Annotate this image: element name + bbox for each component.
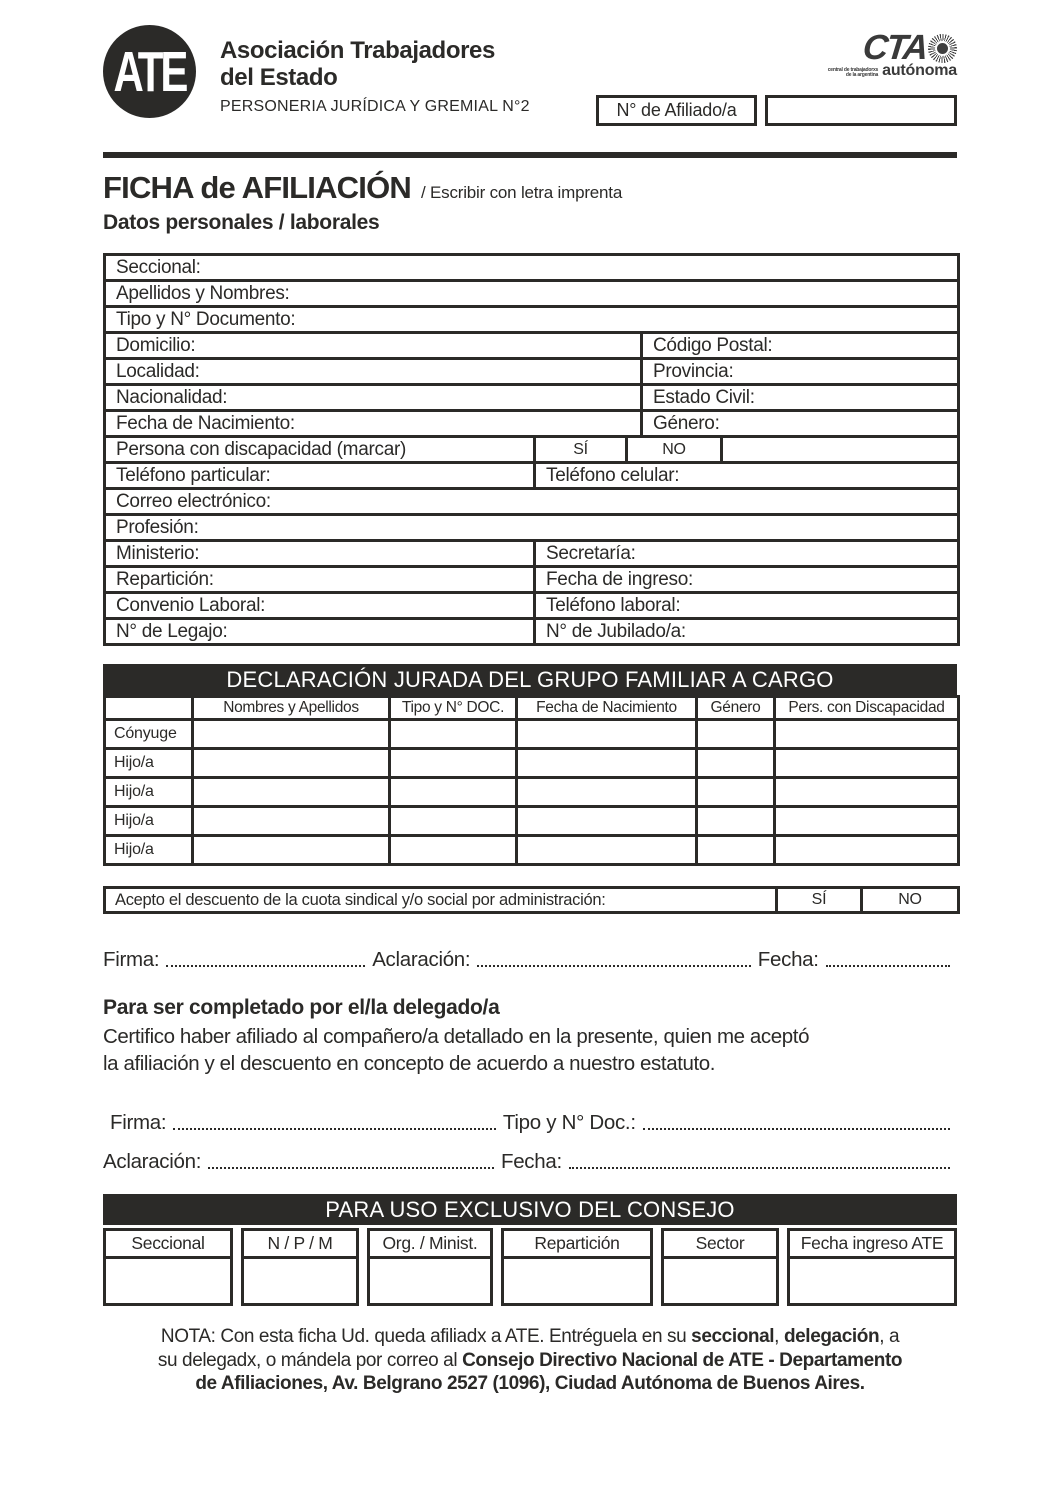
- field-label: Provincia:: [653, 360, 734, 382]
- field-label: Nacionalidad:: [116, 386, 228, 408]
- field-telefono-celular[interactable]: [535, 463, 959, 489]
- field-label: Secretaría:: [546, 542, 636, 564]
- personeria-subtitle: PERSONERIA JURÍDICA Y GREMIAL N°2: [220, 98, 530, 115]
- note-line-3: [103, 1372, 957, 1396]
- ate-logo-text: ATE: [113, 39, 186, 103]
- family-cell[interactable]: [193, 749, 390, 778]
- field-label: Repartición:: [116, 568, 214, 590]
- council-cell[interactable]: [504, 1259, 650, 1303]
- form-row-documento: [105, 307, 959, 333]
- cta-tagline-bold: autónoma: [882, 62, 957, 79]
- consent-row: [103, 886, 960, 914]
- council-cell[interactable]: [664, 1259, 776, 1303]
- aclaracion-label: Aclaración:: [372, 948, 471, 971]
- family-col-genero: Género: [697, 697, 775, 720]
- delegate-heading: Para ser completado por el/la delegado/a: [103, 996, 500, 1019]
- note-text: [103, 1325, 957, 1396]
- consent-label: Acepto el descuento de la cuota sindical y/o social por administración:: [115, 890, 606, 909]
- field-profesion[interactable]: [105, 515, 959, 541]
- family-row-hijo-2: [105, 778, 959, 807]
- title-hint: / Escribir con letra imprenta: [420, 183, 623, 202]
- council-box-fecha-ingreso: [787, 1228, 957, 1306]
- council-box-sector: [661, 1228, 779, 1306]
- field-genero[interactable]: [642, 411, 959, 437]
- field-label: Tipo y N° Documento:: [116, 308, 296, 330]
- firma-field[interactable]: [173, 1128, 496, 1130]
- family-col-nombres: Nombres y Apellidos: [193, 697, 390, 720]
- family-cell[interactable]: [390, 807, 517, 836]
- family-cell[interactable]: [517, 807, 697, 836]
- field-label: Fecha de ingreso:: [546, 568, 693, 590]
- header: [103, 25, 957, 137]
- form-row-nacimiento: [105, 411, 959, 437]
- family-cell[interactable]: [697, 720, 775, 749]
- council-cell[interactable]: [790, 1259, 954, 1303]
- org-text: [220, 25, 530, 137]
- council-col-header: Sector: [664, 1231, 776, 1259]
- field-label: N° de Jubilado/a:: [546, 620, 686, 642]
- form-row-ministerio: [105, 541, 959, 567]
- fecha-label: Fecha:: [500, 1150, 562, 1173]
- sun-icon: [928, 34, 957, 63]
- form-row-convenio: [105, 593, 959, 619]
- family-col-discapacidad: Pers. con Discapacidad: [775, 697, 959, 720]
- note-segment: su delegadx, o mándela por correo al: [157, 1349, 463, 1371]
- consent-label-cell: [105, 888, 777, 913]
- council-cell[interactable]: [244, 1259, 356, 1303]
- family-cell[interactable]: [517, 836, 697, 865]
- org-name-line2: del Estado: [220, 64, 338, 91]
- note-line-2: [103, 1349, 957, 1373]
- afiliado-value-box[interactable]: [765, 95, 957, 126]
- field-reparticion[interactable]: [105, 567, 535, 593]
- form-row-correo: [105, 489, 959, 515]
- form-row-domicilio: [105, 333, 959, 359]
- family-cell[interactable]: [775, 720, 959, 749]
- field-convenio-laboral[interactable]: [105, 593, 535, 619]
- form-row-localidad: [105, 359, 959, 385]
- cta-logo-text: CTA: [860, 28, 929, 67]
- aclaracion-field[interactable]: [477, 965, 751, 967]
- family-title-bar: DECLARACIÓN JURADA DEL GRUPO FAMILIAR A CARGO: [103, 664, 957, 695]
- family-col-nacimiento: Fecha de Nacimiento: [517, 697, 697, 720]
- page-title: FICHA de AFILIACIÓN: [103, 170, 411, 205]
- field-label: Estado Civil:: [653, 386, 755, 408]
- family-cell[interactable]: [193, 807, 390, 836]
- field-localidad[interactable]: [105, 359, 642, 385]
- afiliado-number-row: [596, 95, 957, 126]
- council-col-header: Fecha ingreso ATE: [790, 1231, 954, 1259]
- field-label: Código Postal:: [653, 334, 773, 356]
- family-cell[interactable]: [390, 720, 517, 749]
- council-title-bar: PARA USO EXCLUSIVO DEL CONSEJO: [103, 1194, 957, 1225]
- field-label: Teléfono celular:: [546, 464, 680, 486]
- family-row-label: Cónyuge: [105, 720, 193, 749]
- field-numero-jubilado[interactable]: [535, 619, 959, 645]
- fecha-field[interactable]: [569, 1167, 950, 1169]
- field-domicilio[interactable]: [105, 333, 642, 359]
- aclaracion-label: Aclaración:: [103, 1150, 202, 1173]
- no-option: NO: [898, 891, 922, 908]
- discapacidad-no-cell[interactable]: [627, 437, 722, 463]
- form-row-legajo: [105, 619, 959, 645]
- delegate-signature-line-1: [103, 1111, 957, 1135]
- note-segment: NOTA: Con esta ficha Ud. queda afiliadx a ATE. Entréguela en su: [160, 1326, 692, 1347]
- no-option: NO: [662, 440, 686, 458]
- discapacidad-si-cell[interactable]: [535, 437, 627, 463]
- family-cell[interactable]: [775, 778, 959, 807]
- form-row-telefonos: [105, 463, 959, 489]
- family-cell[interactable]: [697, 778, 775, 807]
- council-box-org-minist: [367, 1228, 493, 1306]
- council-col-header: Org. / Minist.: [370, 1231, 490, 1259]
- field-numero-legajo[interactable]: [105, 619, 535, 645]
- firma-label: Firma:: [103, 948, 160, 971]
- header-right: [596, 25, 957, 137]
- org-name: [220, 37, 530, 91]
- family-row-label: Hijo/a: [105, 749, 193, 778]
- family-cell[interactable]: [697, 836, 775, 865]
- family-cell[interactable]: [697, 807, 775, 836]
- family-cell[interactable]: [193, 778, 390, 807]
- title-row: [103, 170, 957, 206]
- field-label: Localidad:: [116, 360, 200, 382]
- header-left: [103, 25, 530, 137]
- note-line-1: [103, 1325, 957, 1349]
- council-box-seccional: [103, 1228, 233, 1306]
- tipo-doc-field[interactable]: [643, 1128, 950, 1130]
- delegate-body-line1: Certifico haber afiliado al compañero/a detallado en la presente, quien me aceptó: [103, 1025, 810, 1048]
- family-row-hijo-4: [105, 836, 959, 865]
- field-discapacidad-label: [105, 437, 535, 463]
- field-label: Convenio Laboral:: [116, 594, 266, 616]
- field-label: Apellidos y Nombres:: [116, 282, 290, 304]
- family-row-conyuge: [105, 720, 959, 749]
- consent-si-cell[interactable]: [777, 888, 862, 913]
- si-option: SÍ: [811, 891, 827, 908]
- field-label: Correo electrónico:: [116, 490, 271, 512]
- tipo-doc-label: Tipo y N° Doc.:: [502, 1111, 636, 1134]
- field-label: N° de Legajo:: [116, 620, 228, 642]
- field-provincia[interactable]: [642, 359, 959, 385]
- field-label: Ministerio:: [116, 542, 200, 564]
- field-codigo-postal[interactable]: [642, 333, 959, 359]
- family-cell[interactable]: [517, 778, 697, 807]
- firma-label: Firma:: [110, 1111, 167, 1134]
- form-row-nacionalidad: [105, 385, 959, 411]
- delegate-certification-text: [103, 1023, 957, 1077]
- ate-logo: [103, 25, 196, 118]
- field-label: Teléfono laboral:: [546, 594, 681, 616]
- field-ministerio[interactable]: [105, 541, 535, 567]
- afiliado-label-box: N° de Afiliado/a: [596, 95, 757, 126]
- note-segment: , a: [879, 1326, 900, 1347]
- form-row-seccional: [105, 255, 959, 281]
- council-col-header: Repartición: [504, 1231, 650, 1259]
- delegate-body-line2: la afiliación y el descuento en concepto de acuerdo a nuestro estatuto.: [103, 1052, 716, 1075]
- form-row-discapacidad: [105, 437, 959, 463]
- discapacidad-mark-cell[interactable]: [722, 437, 959, 463]
- family-table: [103, 695, 960, 866]
- field-label: Fecha de Nacimiento:: [116, 412, 295, 434]
- field-correo-electronico[interactable]: [105, 489, 959, 515]
- field-seccional[interactable]: [105, 255, 959, 281]
- family-cell[interactable]: [390, 836, 517, 865]
- council-cell[interactable]: [106, 1259, 230, 1303]
- si-option: SÍ: [573, 440, 588, 458]
- form-row-reparticion: [105, 567, 959, 593]
- family-cell[interactable]: [775, 749, 959, 778]
- form-row-apellidos: [105, 281, 959, 307]
- field-label: Domicilio:: [116, 334, 196, 356]
- header-divider: [103, 152, 957, 158]
- field-label: Teléfono particular:: [116, 464, 271, 486]
- fecha-field[interactable]: [826, 965, 950, 967]
- council-table: [103, 1228, 957, 1306]
- fecha-label: Fecha:: [757, 948, 819, 971]
- firma-field[interactable]: [166, 965, 365, 967]
- note-segment-bold: Consejo Directivo Nacional de ATE - Departamento: [462, 1349, 903, 1371]
- member-signature-line: [103, 948, 957, 972]
- council-col-header: N / P / M: [244, 1231, 356, 1259]
- family-col-doc: Tipo y N° DOC.: [390, 697, 517, 720]
- family-header-row: [105, 697, 959, 720]
- council-cell[interactable]: [370, 1259, 490, 1303]
- family-col-blank: [105, 697, 193, 720]
- council-box-reparticion: [501, 1228, 653, 1306]
- family-cell[interactable]: [390, 778, 517, 807]
- family-cell[interactable]: [697, 749, 775, 778]
- family-cell[interactable]: [390, 749, 517, 778]
- family-cell[interactable]: [193, 720, 390, 749]
- note-segment: ,: [774, 1326, 784, 1347]
- consent-no-cell[interactable]: [862, 888, 959, 913]
- field-label: Profesión:: [116, 516, 199, 538]
- field-fecha-ingreso[interactable]: [535, 567, 959, 593]
- family-row-hijo-1: [105, 749, 959, 778]
- aclaracion-field[interactable]: [208, 1167, 494, 1169]
- cta-tagline-small: [828, 68, 878, 78]
- field-fecha-nacimiento[interactable]: [105, 411, 642, 437]
- field-telefono-laboral[interactable]: [535, 593, 959, 619]
- field-label: Género:: [653, 412, 720, 434]
- note-segment-bold: seccional: [691, 1326, 775, 1347]
- field-label: Seccional:: [116, 256, 201, 278]
- family-cell[interactable]: [775, 807, 959, 836]
- form-row-profesion: [105, 515, 959, 541]
- family-cell[interactable]: [517, 749, 697, 778]
- section-heading-datos: Datos personales / laborales: [103, 211, 380, 234]
- note-segment-bold: de Afiliaciones, Av. Belgrano 2527 (1096), Ciudad Autónoma de Buenos Aires.: [195, 1373, 865, 1394]
- personal-form-table: [103, 253, 960, 646]
- cta-logo: [827, 28, 957, 79]
- affiliation-form-page: [103, 25, 957, 1396]
- family-row-label: Hijo/a: [105, 778, 193, 807]
- family-row-hijo-3: [105, 807, 959, 836]
- family-cell[interactable]: [517, 720, 697, 749]
- field-apellidos-nombres[interactable]: [105, 281, 959, 307]
- family-row-label: Hijo/a: [105, 836, 193, 865]
- council-col-header: Seccional: [106, 1231, 230, 1259]
- field-label: Persona con discapacidad (marcar): [116, 438, 407, 460]
- field-telefono-particular[interactable]: [105, 463, 535, 489]
- cta-logo-top: [860, 28, 957, 67]
- cta-tagline-small-line2: de la argentina: [845, 72, 879, 78]
- family-row-label: Hijo/a: [105, 807, 193, 836]
- family-cell[interactable]: [193, 836, 390, 865]
- field-secretaria[interactable]: [535, 541, 959, 567]
- field-nacionalidad[interactable]: [105, 385, 642, 411]
- cta-tagline-small-line1: central de trabajadorxs: [827, 67, 879, 73]
- org-name-line1: Asociación Trabajadores: [220, 37, 495, 64]
- field-estado-civil[interactable]: [642, 385, 959, 411]
- family-cell[interactable]: [775, 836, 959, 865]
- field-tipo-documento[interactable]: [105, 307, 959, 333]
- delegate-signature-line-2: [103, 1150, 957, 1174]
- note-segment-bold: delegación: [783, 1326, 880, 1347]
- council-box-npm: [241, 1228, 359, 1306]
